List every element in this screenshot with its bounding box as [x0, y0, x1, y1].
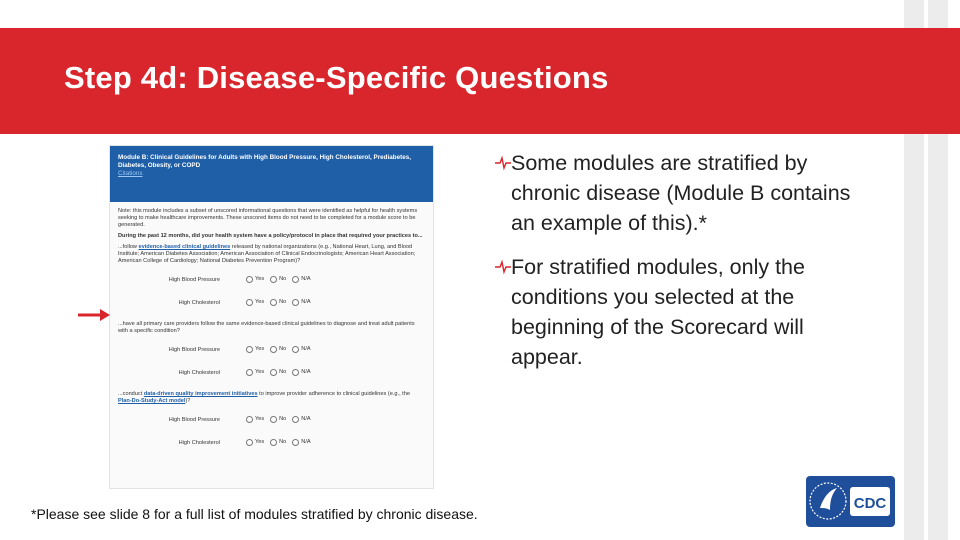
condition-label: High Cholesterol — [178, 370, 220, 376]
radio-yes[interactable]: Yes — [246, 299, 264, 306]
condition-label: High Cholesterol — [178, 300, 220, 306]
answer-row — [118, 339, 425, 362]
answer-row — [118, 269, 425, 292]
radio-circle-icon — [246, 416, 253, 423]
radio-circle-icon — [270, 276, 277, 283]
radio-circle-icon — [270, 439, 277, 446]
bullet-text: Some modules are stratified by chronic disease (Module B contains an example of this).* — [511, 151, 851, 235]
radio-circle-icon — [292, 416, 299, 423]
radio-circle-icon — [292, 439, 299, 446]
radio-circle-icon — [292, 276, 299, 283]
radio-circle-icon — [292, 299, 299, 306]
condition-label: High Blood Pressure — [168, 347, 220, 353]
radio-no[interactable]: No — [270, 299, 286, 306]
form-screenshot — [109, 145, 434, 489]
radio-circle-icon — [246, 346, 253, 353]
radio-circle-icon — [246, 276, 253, 283]
pulse-bullet-icon — [495, 259, 511, 275]
radio-circle-icon — [270, 346, 277, 353]
guidelines-link[interactable]: evidence-based clinical guidelines — [138, 244, 231, 250]
radio-no[interactable]: No — [270, 276, 286, 283]
module-title: Module B: Clinical Guidelines for Adults with High Blood Pressure, High Cholesterol, Prediabetes, Diabetes, Obesity, or COPD — [118, 154, 411, 169]
radio-yes[interactable]: Yes — [246, 439, 264, 446]
radio-no[interactable]: No — [270, 369, 286, 376]
bullet-item — [495, 252, 880, 372]
answer-row — [118, 362, 425, 385]
radio-na[interactable]: N/A — [292, 416, 310, 423]
pulse-bullet-icon — [495, 155, 511, 171]
citations-link[interactable]: Citations — [118, 170, 143, 177]
answer-row — [118, 292, 425, 315]
radio-circle-icon — [270, 299, 277, 306]
condition-label: High Cholesterol — [178, 440, 220, 446]
red-arrow-icon — [78, 308, 110, 322]
question-2: ...have all primary care providers follow the same evidence-based clinical guidelines to diagnose and treat adult patients with a specific condition? — [118, 321, 415, 334]
radio-yes[interactable]: Yes — [246, 346, 264, 353]
radio-na[interactable]: N/A — [292, 346, 310, 353]
bullet-text: For stratified modules, only the conditions you selected at the beginning of the Scorecard will appear. — [511, 255, 805, 369]
condition-label: High Blood Pressure — [168, 277, 220, 283]
condition-label: High Blood Pressure — [168, 417, 220, 423]
slide-title: Step 4d: Disease-Specific Questions — [64, 60, 609, 95]
radio-no[interactable]: No — [270, 439, 286, 446]
radio-na[interactable]: N/A — [292, 276, 310, 283]
module-note: Note: this module includes a subset of unscored informational questions that were identified as helpful for health systems seeking to make healthcare improvements. These unscored items do not need to be completed for a module score to be generated. — [118, 208, 418, 228]
bullet-list — [495, 148, 880, 386]
cdc-logo-text: CDC — [853, 495, 887, 512]
radio-circle-icon — [270, 369, 277, 376]
question-1: ...follow evidence-based clinical guidelines released by national organizations (e.g., National Heart, Lung, and Blood Institute; American Diabetes Association; American Association of Clinical Endocrinologists; American Heart Association; American College of Cardiology; National Diabetes Prevention Program)? — [118, 244, 416, 264]
question-3: ...conduct data-driven quality improvement initiatives to improve provider adherence to clinical guidelines (e.g., the Plan-Do-Study-Act model)? — [118, 391, 410, 404]
form-header — [110, 146, 433, 202]
answer-row — [118, 432, 425, 455]
form-body — [110, 202, 433, 461]
radio-circle-icon — [246, 369, 253, 376]
radio-circle-icon — [292, 369, 299, 376]
radio-circle-icon — [246, 299, 253, 306]
radio-na[interactable]: N/A — [292, 369, 310, 376]
qi-initiatives-link[interactable]: data-driven quality improvement initiatives — [143, 391, 258, 397]
radio-yes[interactable]: Yes — [246, 276, 264, 283]
radio-circle-icon — [270, 416, 277, 423]
radio-na[interactable]: N/A — [292, 299, 310, 306]
radio-na[interactable]: N/A — [292, 439, 310, 446]
radio-yes[interactable]: Yes — [246, 416, 264, 423]
radio-circle-icon — [292, 346, 299, 353]
hhs-eagle-icon — [806, 476, 895, 527]
radio-circle-icon — [246, 439, 253, 446]
footnote: *Please see slide 8 for a full list of modules stratified by chronic disease. — [31, 506, 478, 522]
pdsa-link[interactable]: Plan-Do-Study-Act model — [118, 398, 186, 404]
radio-no[interactable]: No — [270, 346, 286, 353]
radio-yes[interactable]: Yes — [246, 369, 264, 376]
bullet-item — [495, 148, 880, 238]
radio-no[interactable]: No — [270, 416, 286, 423]
answer-row — [118, 409, 425, 432]
cdc-logo — [806, 476, 895, 527]
intro-question: During the past 12 months, did your health system have a policy/protocol in place that required your practices to... — [118, 233, 423, 239]
